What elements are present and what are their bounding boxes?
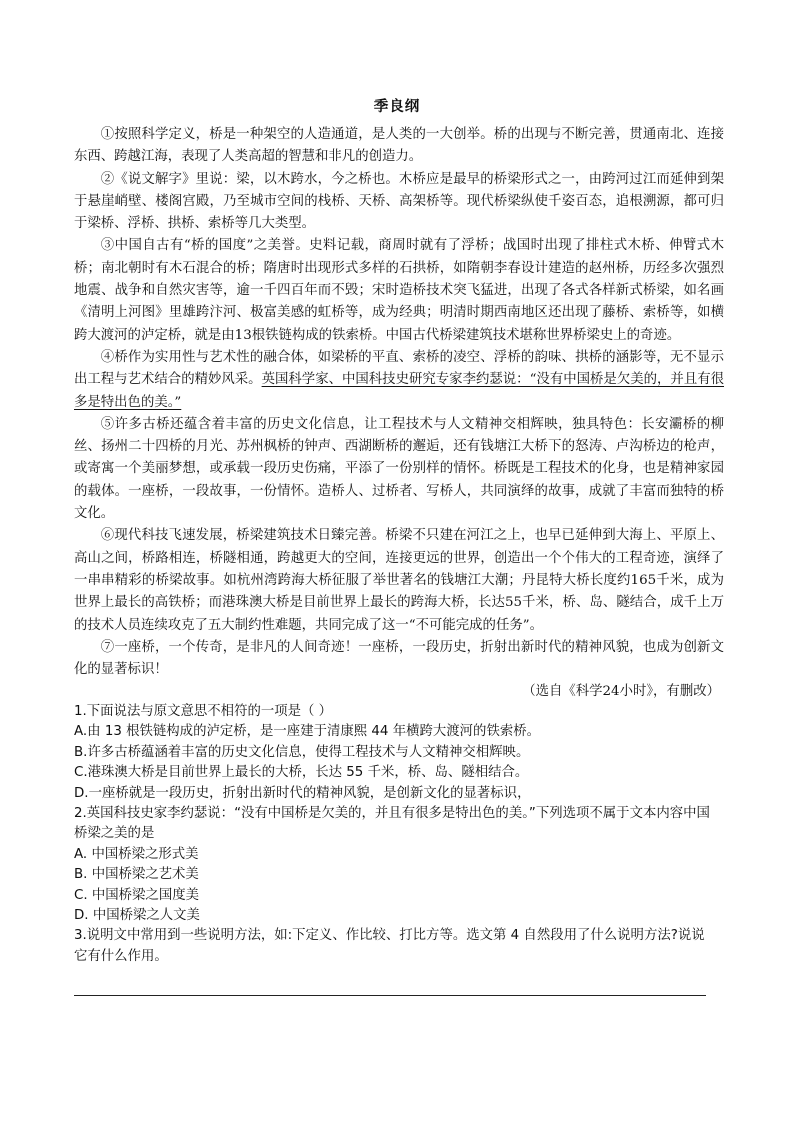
question-2-stem: 2.英国科技史家李约瑟说：“没有中国桥是欠美的，并且有很多是特出色的美。”下列选项不属于文本内容中国桥梁之美的是 <box>74 806 710 842</box>
paragraph-2: ②《说文解字》里说：梁，以木跨水，今之桥也。木桥应是最早的桥梁形式之一，由跨河过江而延伸到架于悬崖峭壁、楼阁宫殿，乃至城市空间的栈桥、天桥、高架桥等。现代桥梁纵使千姿百态，追根溯源，都可归于梁桥、浮桥、拱桥、索桥等几大类型。 <box>74 171 724 232</box>
paragraph-4-text: ④桥作为实用性与艺术性的融合体，如梁桥的平直、索桥的凌空、浮桥的韵味、拱桥的涵影等，无不显示出工程与艺术结合的精妙风采。 <box>74 349 724 388</box>
question-2-option-b: B. 中国桥梁之艺术美 <box>74 867 199 883</box>
paragraph-1: ①按照科学定义，桥是一种架空的人造通道，是人类的一大创举。桥的出现与不断完善，贯通南北、连接东西、跨越江海，表现了人类高超的智慧和非凡的创造力。 <box>74 127 724 165</box>
questions-section <box>74 702 714 967</box>
paragraph-3: ③中国自古有“桥的国度”之美誉。史料记载，商周时就有了浮桥；战国时出现了排柱式木桥、伸臂式木桥；南北朝时有木石混合的桥；隋唐时出现形式多样的石拱桥，如隋朝李春设计建造的赵州桥，历经多次强烈地震、战争和自然灾害等，逾一千四百年而不毁；宋时造桥技术突飞猛进，出现了各式各样新式桥梁，如名画《清明上河图》里雄跨汴河、极富美感的虹桥等，成为经典；明清时期西南地区还出现了藤桥、索桥等，如横跨大渡河的泸定桥，就是由13根铁链构成的铁索桥。中国古代桥梁建筑技术堪称世界桥梁史上的奇迹。 <box>74 238 724 343</box>
author-name: 季良纲 <box>373 98 421 115</box>
question-1-option-c: C.港珠澳大桥是目前世界上最长的大桥，长达 55 千米，桥、岛、隧相结合。 <box>74 765 529 781</box>
paragraph-7: ⑦一座桥，一个传奇，是非凡的人间奇迹！一座桥，一段历史，折射出新时代的精神风貌，也成为创新文化的显著标识！ <box>74 639 724 678</box>
question-2-option-a: A. 中国桥梁之形式美 <box>74 846 199 862</box>
question-2-option-d: D. 中国桥梁之人文美 <box>74 908 200 924</box>
question-3-stem: 3.说明文中常用到一些说明方法，如:下定义、作比较、打比方等。选文第 4 自然段用了什么说明方法?说说它有什么作用。 <box>74 928 705 964</box>
question-2-option-c: C. 中国桥梁之国度美 <box>74 887 199 903</box>
question-1-option-b: B.许多古桥蕴涵着丰富的历史文化信息，使得工程技术与人文精神交相辉映。 <box>74 744 530 760</box>
paragraph-6: ⑥现代科技飞速发展，桥梁建筑技术日臻完善。桥梁不只建在河江之上，也早已延伸到大海上、平原上、高山之间，桥路相连，桥隧相通，跨越更大的空间，连接更远的世界，创造出一个个伟大的工程奇迹，演绎了一串串精彩的桥梁故事。如杭州湾跨海大桥征服了举世著名的钱塘江大潮；丹昆特大桥长度约165千米，成为世界上最长的高铁桥；而港珠澳大桥是目前世界上最长的跨海大桥，长达55千米，桥、岛、隧结合，成千上万的技术人员连续攻克了五大制约性难题，共同完成了这一“不可能完成的任务”。 <box>74 528 724 633</box>
underlined-quote: 英国科学家、中国科技史研究专家李约瑟说：“没有中国桥是欠美的，并且有很多是特出色的美。” <box>74 372 725 410</box>
paragraph-4 <box>74 347 724 414</box>
question-1-stem: 1.下面说法与原文意思不相符的一项是（ ） <box>74 704 333 719</box>
question-1-option-a: A.由 13 根铁链构成的泸定桥，是一座建于清康熙 44 年横跨大渡河的铁索桥。 <box>74 724 541 740</box>
source-note: （选自《科学24小时》，有删改） <box>522 684 720 699</box>
question-1-option-d: D.一座桥就是一段历史，折射出新时代的精神风貌，是创新文化的显著标识， <box>74 785 531 801</box>
paragraph-5: ⑤许多古桥还蕴含着丰富的历史文化信息，让工程技术与人文精神交相辉映，独具特色：长安灞桥的柳丝、扬州二十四桥的月光、苏州枫桥的钟声、西湖断桥的邂逅，还有钱塘江大桥下的怒涛、卢沟桥边的枪声，或寄寓一个美丽梦想，或承载一段历史伤痛，平添了一份别样的情怀。桥既是工程技术的化身，也是精神家园的载体。一座桥，一段故事，一份情怀。造桥人、过桥者、写桥人，共同演绎的故事，成就了丰富而独特的桥文化。 <box>74 416 724 522</box>
article-body <box>74 124 724 681</box>
answer-line[interactable] <box>74 995 706 996</box>
